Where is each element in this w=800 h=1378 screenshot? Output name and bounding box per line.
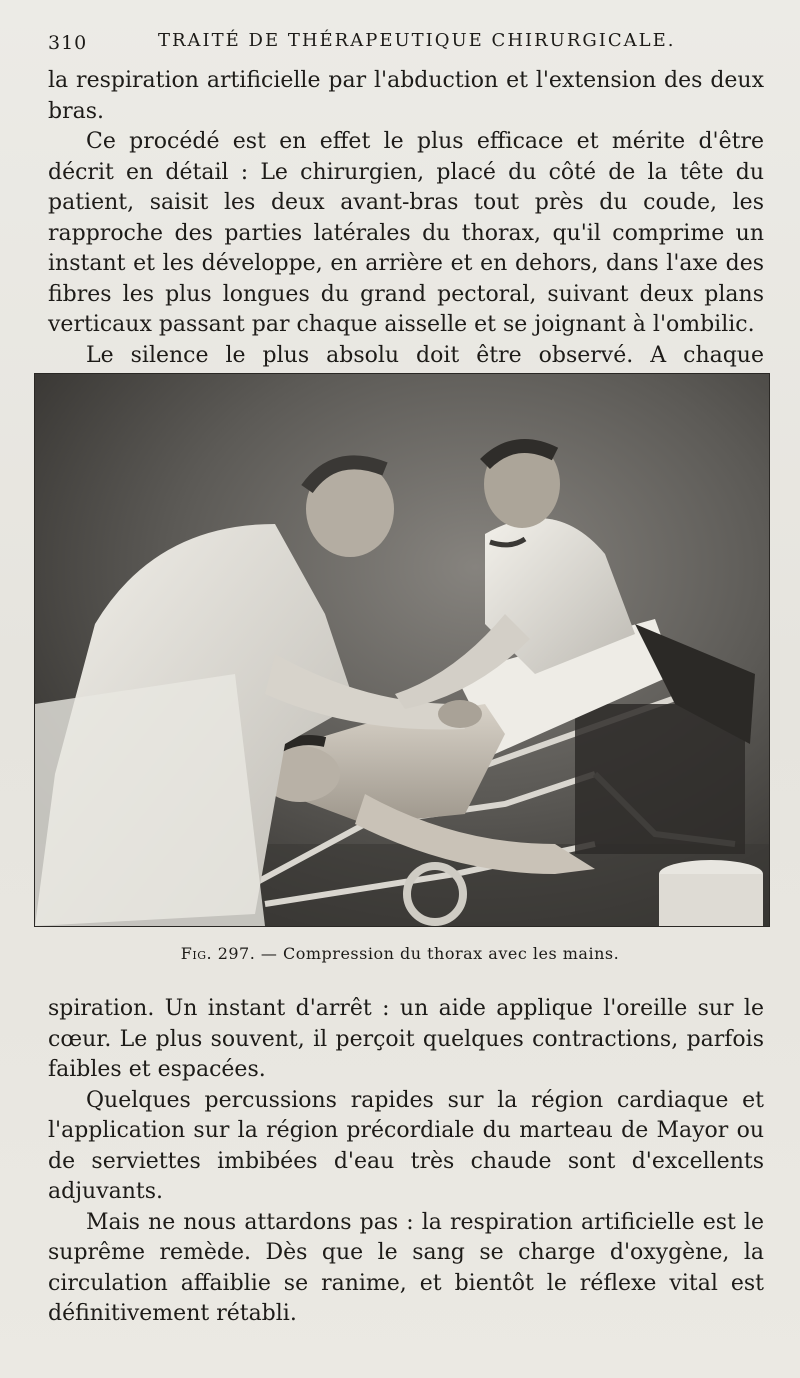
paragraph-silence: Le silence le plus absolu doit être observé. A chaque <box>86 342 764 368</box>
paragraph-percussions: Quelques percussions rapides sur la région cardiaque et l'application sur la région précordiale du marteau de Mayor ou de serviettes imbibées d'eau très chaude sont d'excellents adjuvants. <box>48 1087 764 1204</box>
running-title: TRAITÉ DE THÉRAPEUTIQUE CHIRURGICALE. <box>158 30 676 51</box>
bottom-text-block <box>48 994 764 1330</box>
paragraph-auscultation: spiration. Un instant d'arrêt : un aide applique l'oreille sur le cœur. Le plus souvent, il perçoit quelques contractions, parfois faibles et espacées. <box>48 996 764 1082</box>
paragraph-procedure: Ce procédé est en effet le plus efficace et mérite d'être décrit en détail : Le chirurgien, placé du côté de la tête du patient, saisit les deux avant-bras tout près du coude, les rapproche des parties latérales du thorax, qu'il comprime un instant et les développe, en arrière et en dehors, dans l'axe des fibres les plus longues du grand pectoral, suivant deux plans verticaux passant par chaque aisselle et se joignant à l'ombilic. <box>48 129 764 337</box>
figure-caption-text: — Compression du thorax avec les mains. <box>260 944 620 963</box>
figure-caption <box>0 944 800 963</box>
paragraph-conclusion: Mais ne nous attardons pas : la respiration artificielle est le suprême remède. Dès que le sang se charge d'oxygène, la circulation affaiblie se ranime, et bientôt le réflexe vital est définitivement rétabli. <box>48 1209 764 1326</box>
text-line-continuation: la respiration artificielle par l'abduction et l'extension des deux bras. <box>48 68 764 124</box>
photograph-illustration <box>35 374 769 926</box>
page-number: 310 <box>48 32 88 54</box>
page-header <box>48 28 768 58</box>
figure-number: Fig. 297. <box>180 944 256 963</box>
figure-photograph <box>34 373 770 927</box>
